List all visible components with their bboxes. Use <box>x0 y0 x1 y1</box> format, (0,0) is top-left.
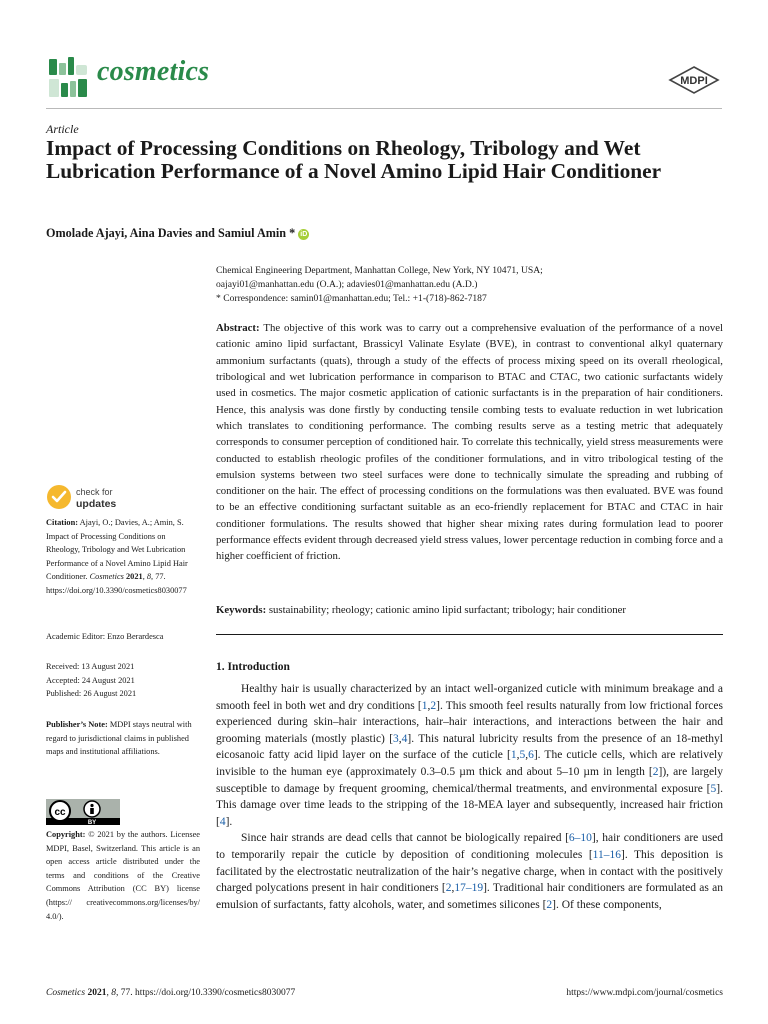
affiliation-block <box>216 264 726 305</box>
citation-link[interactable]: 6–10 <box>568 832 592 845</box>
journal-name: cosmetics <box>97 56 210 87</box>
citation-link[interactable]: 2 <box>546 898 553 911</box>
citation-link[interactable]: 2 <box>430 699 437 712</box>
footer-journal: Cosmetics <box>46 988 86 998</box>
citation-link[interactable]: 3 <box>393 732 399 745</box>
keywords-text: sustainability; rheology; cationic amino lipid surfactant; tribology; hair conditioner <box>268 604 626 616</box>
citation-journal: Cosmetics <box>89 572 124 582</box>
section-heading-introduction: 1. Introduction <box>216 661 290 673</box>
citation-year: 2021 <box>126 572 143 582</box>
footer-doi[interactable]: , 77. https://doi.org/10.3390/cosmetics8030077 <box>115 988 296 998</box>
copyright-label: Copyright: <box>46 830 86 839</box>
citation-link[interactable]: 5 <box>519 749 526 762</box>
check-for-updates-badge[interactable] <box>46 484 171 512</box>
introduction-body <box>216 681 723 913</box>
mdpi-logo[interactable] <box>668 66 720 94</box>
author-list <box>46 226 309 241</box>
citation-doi[interactable]: , 77. https://doi.org/10.3390/cosmetics8030077 <box>46 572 187 595</box>
abstract-text: The objective of this work was to carry out a comprehensive evaluation of the performance of a novel cationic amino lipid surfactant, Brassicyl Valinate Esylate (BVE), in contrast to conventional alkyl quaternary ammonium surfactants (quats), through a study of the effects of process mixing speed on its overall rheological, tribological and wet lubrication performance in comparison to BTAC and CTAC, two cationic surfactants widely used in cosmetics. The major cosmetic application of cationic surfactants is in the preparation of hair conditioners. Hence, this analysis was done firstly by conducting tensile combing tests to evaluate reduction in wet lubrication which translates to conditioning performance. The combing results serve as a testing metric that adequately corresponds to consumer perception of conditioned hair. To correlate this technically, yield stress measurements were conducted to establish rheologic profiles of the conditioner formulations, and in vitro tribological testing of the emulsion systems between two steel surfaces were done to technically simulate the spreading and rubbing of conditioner on the hair. The effect of processing conditions on the formulations was then evaluated. BVE was found to be an effective conditioning surfactant suitable as an eco-friendly replacement for BTAC and CTAC in hair conditioner formulations. The results showed that higher shear mixing rates during formulation lead to poorer performance effects evident through decreased yield stress values, lower percentage reduction in combing force and a higher coefficient of friction. <box>216 322 723 563</box>
dates-block <box>46 660 200 701</box>
citation-link[interactable]: 5 <box>710 782 717 795</box>
footer-year: 2021 <box>87 988 107 998</box>
keywords-label: Keywords: <box>216 604 267 616</box>
copyright-block <box>46 828 200 923</box>
check-badge-line-2: updates <box>76 498 117 510</box>
check-badge-line-1: check for <box>76 487 113 497</box>
affiliation-line-2: oajayi01@manhattan.edu (O.A.); adavies01@manhattan.edu (A.D.) <box>216 278 478 290</box>
mdpi-logo-text: MDPI <box>680 75 708 87</box>
publishers-note <box>46 718 200 759</box>
received-date: Received: 13 August 2021 <box>46 662 135 671</box>
paragraph-2: Since hair strands are dead cells that cannot be biologically repaired [6–10], hair conditioners are used to temporarily repair the cuticle by deposition of conditioning molecules [11–16]. This deposition is facilitated by the electrostatic neutralization of the hair’s negative charge, when in contact with the positively charged polycations present in hair conditioners [2,17–19]. Traditional hair conditioners are formulated as an emulsion of surfactants, fatty alcohols, water, and sometimes silicones [2]. Of these components, <box>216 832 724 911</box>
citation-link[interactable]: 11–16 <box>592 848 621 861</box>
article-type: Article <box>46 122 79 136</box>
cc-by-text: BY <box>87 820 97 825</box>
copyright-text: © 2021 by the authors. Licensee MDPI, Basel, Switzerland. This article is an open access article distributed under the terms and conditions of the Creative Commons Attribution (CC BY) license (https:// creativecommons.org/licenses/by/ 4.0/). <box>46 830 200 921</box>
cc-text: cc <box>54 807 66 818</box>
citation-link[interactable]: 1 <box>510 749 517 762</box>
published-date: Published: 26 August 2021 <box>46 689 137 699</box>
citation-link[interactable]: 2 <box>652 765 659 778</box>
citation-link[interactable]: 6 <box>528 749 534 762</box>
cc-by-license-badge[interactable] <box>46 799 120 825</box>
section-rule <box>216 634 723 635</box>
affiliation-line-1: Chemical Engineering Department, Manhattan College, New York, NY 10471, USA; <box>216 265 543 276</box>
footer-volume: 8 <box>111 988 116 998</box>
keywords <box>216 602 723 618</box>
authors-text: Omolade Ajayi, Aina Davies and Samiul Amin * <box>46 226 296 240</box>
citation-link[interactable]: 4 <box>219 815 226 828</box>
citation-link[interactable]: 17–19 <box>454 882 484 895</box>
abstract <box>216 320 723 565</box>
accepted-date: Accepted: 24 August 2021 <box>46 675 135 685</box>
academic-editor: Academic Editor: Enzo Berardesca <box>46 632 164 641</box>
header-rule <box>46 108 722 109</box>
article-title: Impact of Processing Conditions on Rheology, Tribology and Wet Lubrication Performance of a Novel Amino Lipid Hair Conditioner <box>46 136 662 183</box>
citation-link[interactable]: 1 <box>421 699 428 712</box>
citation-label: Citation: <box>46 518 78 527</box>
footer-journal-url[interactable]: https://www.mdpi.com/journal/cosmetics <box>566 988 723 998</box>
journal-logo-icon <box>46 55 90 101</box>
citation-link[interactable]: 2 <box>445 882 452 895</box>
footer-citation: Cosmetics 2021, 8, 77. https://doi.org/10.3390/cosmetics8030077 <box>46 988 296 998</box>
publishers-note-text: MDPI stays neutral with regard to jurisdictional claims in published maps and institutional affiliations. <box>46 720 192 757</box>
abstract-label: Abstract: <box>216 322 260 334</box>
orcid-icon[interactable]: iD <box>300 231 308 238</box>
citation-text: Ajayi, O.; Davies, A.; Amin, S. Impact of Processing Conditions on Rheology, Tribology and Wet Lubrication Performance of a Novel Amino Lipid Hair Conditioner. <box>46 518 188 582</box>
citation-volume: 8 <box>146 572 152 582</box>
citation-block: Citation: Ajayi, O.; Davies, A.; Amin, S. Impact of Processing Conditions on Rheology, Tribology and Wet Lubrication Performance of a Novel Amino Lipid Hair Conditioner. Cosmetics 2021, 8, 77. https://doi.org/10.3390/cosmetics8030077 <box>46 518 188 595</box>
citation-link[interactable]: 4 <box>401 732 408 745</box>
paragraph-1: Healthy hair is usually characterized by an intact well-organized cuticle with minimum breakage and a smooth feel in both wet and dry conditions [1,2]. This smooth feel results naturally from low frictional forces experienced during skin–hair interactions, hair–hair interactions, and interactions between the hair and grooming materials (mostly plastic) [3,4]. This natural lubricity results from the presence of an 18-methyl eicosanoic fatty acid lipid layer on the surface of the cuticle [1,5,6]. The cuticle cells, which are relatively invisible to the human eye (approximately 0.3–0.5 µm thick and about 5–10 µm in length [2]), are largely susceptible to damage by frequent grooming, chemical/thermal treatments, and environmental exposure [5]. This damage over time leads to the stripping of the 18-MEA layer and subsequently, increased hair friction [4]. <box>216 683 724 828</box>
correspondence-line: * Correspondence: samin01@manhattan.edu; Tel.: +1-(718)-862-7187 <box>216 292 487 304</box>
publishers-note-label: Publisher’s Note: <box>46 720 108 729</box>
